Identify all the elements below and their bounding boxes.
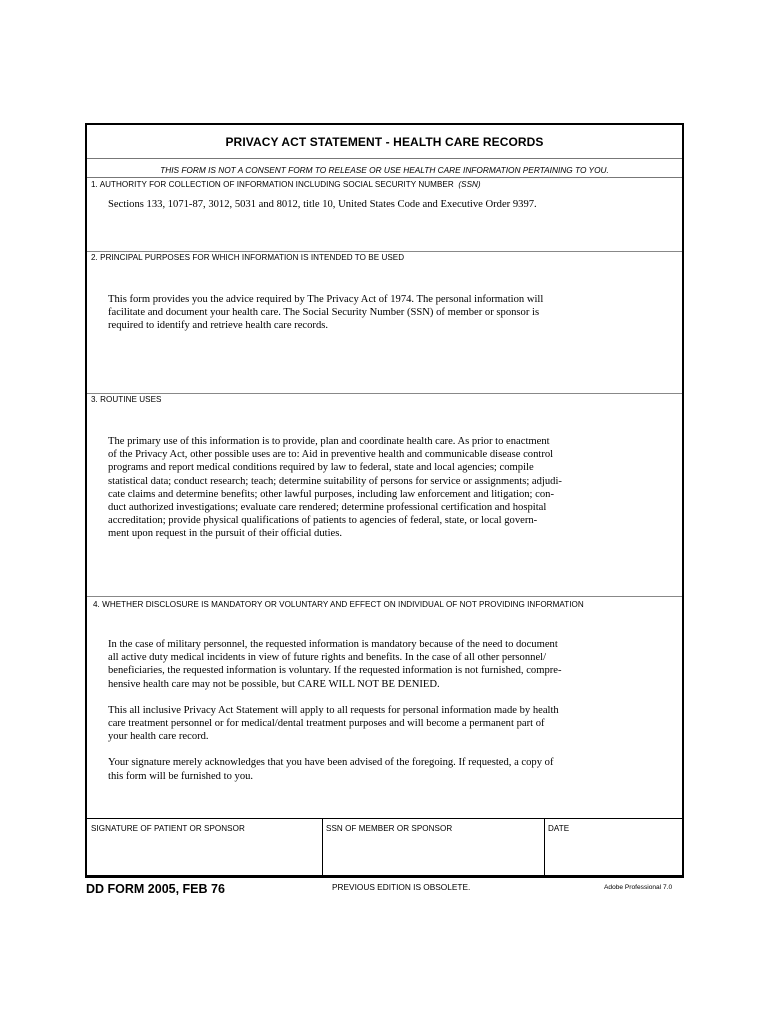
paragraph <box>108 756 608 782</box>
text-line: This form provides you the advice required by The Privacy Act of 1974. The personal information will <box>108 294 544 305</box>
section-1-text <box>108 198 608 211</box>
section-2-label: 2. PRINCIPAL PURPOSES FOR WHICH INFORMATION IS INTENDED TO BE USED <box>91 253 405 262</box>
paragraph <box>108 704 608 744</box>
text-line: Sections 133, 1071-87, 3012, 5031 and 8012, title 10, United States Code and Executive Order 9397. <box>108 199 537 210</box>
text-line: cate claims and determine benefits; other lawful purposes, including law enforcement and litigation; con- <box>108 488 554 500</box>
text-line: hensive health care may not be possible, but CARE WILL NOT BE DENIED. <box>108 678 440 690</box>
text-line: In the case of military personnel, the requested information is mandatory because of the need to document <box>108 639 558 650</box>
text-line: duct authorized investigations; evaluate care rendered; determine professional certification and hospital <box>108 502 547 514</box>
ssn-field[interactable] <box>322 818 545 875</box>
section-4-text <box>108 638 608 796</box>
form-title: PRIVACY ACT STATEMENT - HEALTH CARE RECORDS <box>87 125 682 159</box>
text-line: programs and report medical conditions required by law to federal, state and local agencies; compile <box>108 462 534 474</box>
section-3-label: 3. ROUTINE USES <box>91 395 162 404</box>
signature-field[interactable] <box>87 818 323 875</box>
text-line: ment upon request in the pursuit of their official duties. <box>108 528 342 540</box>
text-line: of the Privacy Act, other possible uses are to: Aid in preventive health and communicable disease control <box>108 449 554 461</box>
section-3-text <box>108 435 608 541</box>
paragraph <box>108 638 608 691</box>
text-line: statistical data; conduct research; teach; determine suitability of persons for service or assignments; adjudi- <box>108 475 562 487</box>
section-purposes <box>87 251 682 394</box>
text-line: your health care record. <box>108 731 209 743</box>
section-1-label: 1. AUTHORITY FOR COLLECTION OF INFORMATION INCLUDING SOCIAL SECURITY NUMBER (SSN) <box>91 180 481 189</box>
text-line: The primary use of this information is to provide, plan and coordinate health care. As prior to enactment <box>108 436 550 447</box>
signature-row <box>87 818 682 875</box>
section-disclosure <box>87 596 682 819</box>
text-line: Your signature merely acknowledges that you have been advised of the foregoing. If requested, a copy of <box>108 757 554 769</box>
form-identifier: DD FORM 2005, FEB 76 <box>86 882 225 896</box>
text-line: this form will be furnished to you. <box>108 770 254 782</box>
signature-label: SIGNATURE OF PATIENT OR SPONSOR <box>91 824 245 833</box>
edition-note: PREVIOUS EDITION IS OBSOLETE. <box>332 882 471 892</box>
text-line: facilitate and document your health care. The Social Security Number (SSN) of member or sponsor is <box>108 307 540 319</box>
section-routine-uses <box>87 393 682 597</box>
text-line: care treatment personnel or for medical/dental treatment purposes and will become a permanent part of <box>108 718 545 730</box>
date-field[interactable] <box>544 818 682 875</box>
text-line: This all inclusive Privacy Act Statement will apply to all requests for personal information made by health <box>108 704 559 716</box>
consent-notice: THIS FORM IS NOT A CONSENT FORM TO RELEASE OR USE HEALTH CARE INFORMATION PERTAINING TO YOU. <box>87 158 682 178</box>
section-4-label: 4. WHETHER DISCLOSURE IS MANDATORY OR VOLUNTARY AND EFFECT ON INDIVIDUAL OF NOT PROVIDING INFORMATION <box>93 600 584 609</box>
text-line: accreditation; provide physical qualifications of patients to agencies of federal, state, or local govern- <box>108 515 538 527</box>
privacy-act-form <box>85 123 684 878</box>
text-line: beneficiaries, the requested information is voluntary. If the requested information is not furnished, compre- <box>108 665 562 677</box>
section-2-text <box>108 293 608 333</box>
section-authority <box>87 179 682 252</box>
text-line: all active duty medical incidents in view of future rights and benefits. In the case of all other personnel/ <box>108 652 547 664</box>
producer-note: Adobe Professional 7.0 <box>604 884 673 891</box>
text-line: required to identify and retrieve health care records. <box>108 320 329 332</box>
date-label: DATE <box>548 824 570 833</box>
ssn-label: SSN OF MEMBER OR SPONSOR <box>326 824 453 833</box>
